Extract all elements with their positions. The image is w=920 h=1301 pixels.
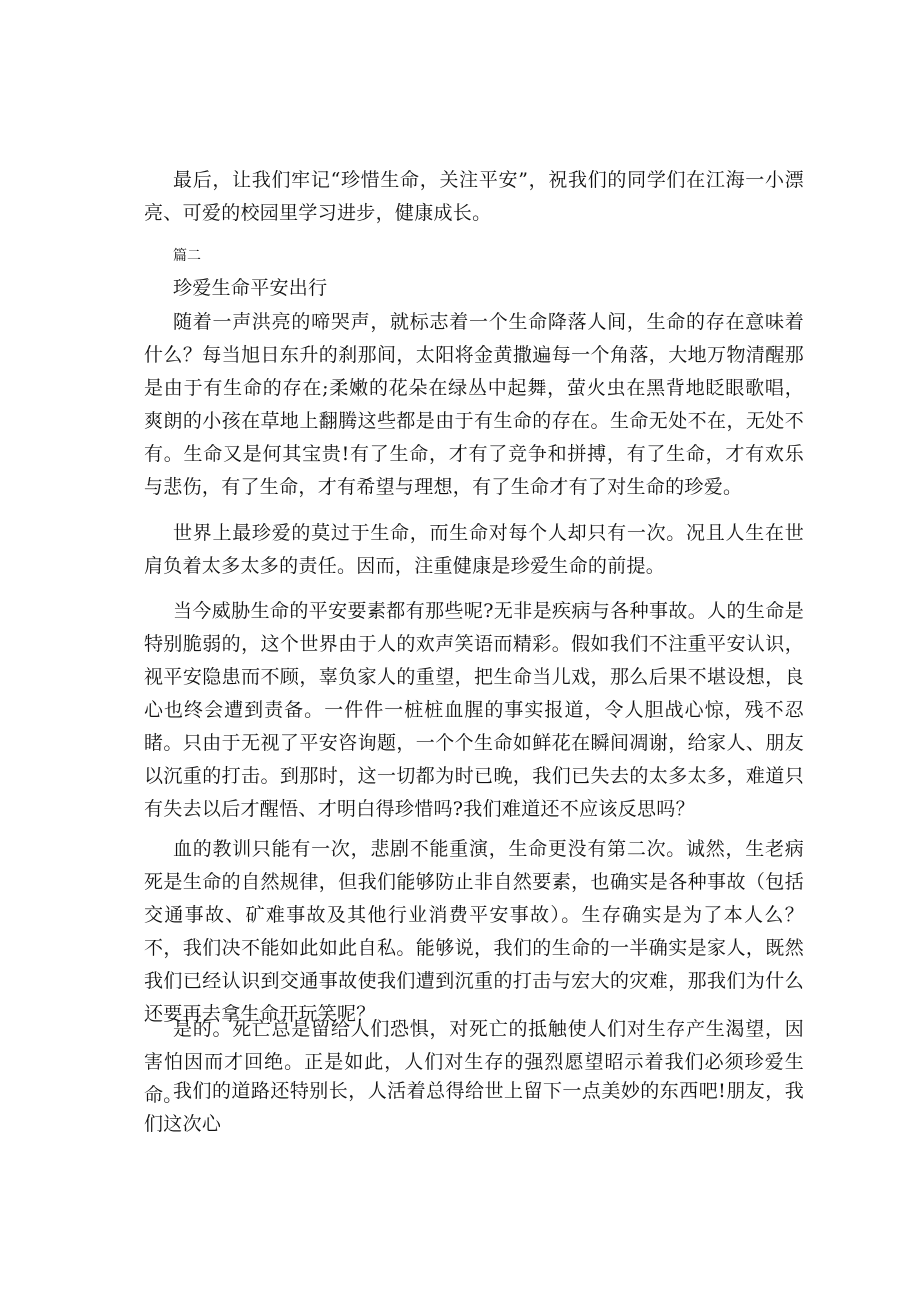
closing-paragraph: 最后，让我们牢记“珍惜生命，关注平安”，祝我们的同学们在江海一小漂亮、可爱的校园里学习进步，健康成长。 [144,169,804,224]
paragraph-6: 我们的道路还特别长，人活着总得给世上留下一点美妙的东西吧!朋友，我们这次心 [144,1080,804,1135]
section-label: 篇二 [173,248,201,264]
essay-title: 珍爱生命平安出行 [173,277,328,299]
paragraph-3: 当今威胁生命的平安要素都有那些呢?无非是疾病与各种事故。人的生命是特别脆弱的，这个世界由于人的欢声笑语而精彩。假如我们不注重平安认识，视平安隐患而不顾，辜负家人的重望，把生命当儿戏，那么后果不堪设想，良心也终会遭到责备。一件件一桩桩血腥的事实报道，令人胆战心惊，残不忍睹。只由于无视了平安咨询题，一个个生命如鲜花在瞬间凋谢，给家人、朋友以沉重的打击。到那时，这一切都为时已晚，我们已失去的太多太多，难道只有失去以后才醒悟、才明白得珍惜吗?我们难道还不应该反思吗？ [144,600,804,820]
paragraph-5: 是的。死亡总是留给人们恐惧，对死亡的抵触使人们对生存产生渴望，因害怕因而才回绝。正是如此，人们对生存的强烈愿望昭示着我们必须珍爱生命。 [144,1018,804,1106]
paragraph-1: 随着一声洪亮的啼哭声，就标志着一个生命降落人间，生命的存在意味着什么？每当旭日东升的刹那间，太阳将金黄撒遍每一个角落，大地万物清醒那是由于有生命的存在;柔嫩的花朵在绿丛中起舞，萤火虫在黑背地眨眼歌唱，爽朗的小孩在草地上翻腾这些都是由于有生命的存在。生命无处不在，无处不有。生命又是何其宝贵!有了生命，才有了竞争和拼搏，有了生命，才有欢乐与悲伤，有了生命，才有希望与理想，有了生命才有了对生命的珍爱。 [144,311,804,498]
paragraph-2: 世界上最珍爱的莫过于生命，而生命对每个人却只有一次。况且人生在世肩负着太多太多的责任。因而，注重健康是珍爱生命的前提。 [144,522,804,577]
paragraph-4: 血的教训只能有一次，悲剧不能重演，生命更没有第二次。诚然，生老病死是生命的自然规律，但我们能够防止非自然要素，也确实是各种事故（包括交通事故、矿难事故及其他行业消费平安事故）。生存确实是为了本人么？不，我们决不能如此如此自私。能够说，我们的生命的一半确实是家人，既然我们已经认识到交通事故使我们遭到沉重的打击与宏大的灾难，那我们为什么还要再去拿生命开玩笑呢？ [144,838,804,1025]
